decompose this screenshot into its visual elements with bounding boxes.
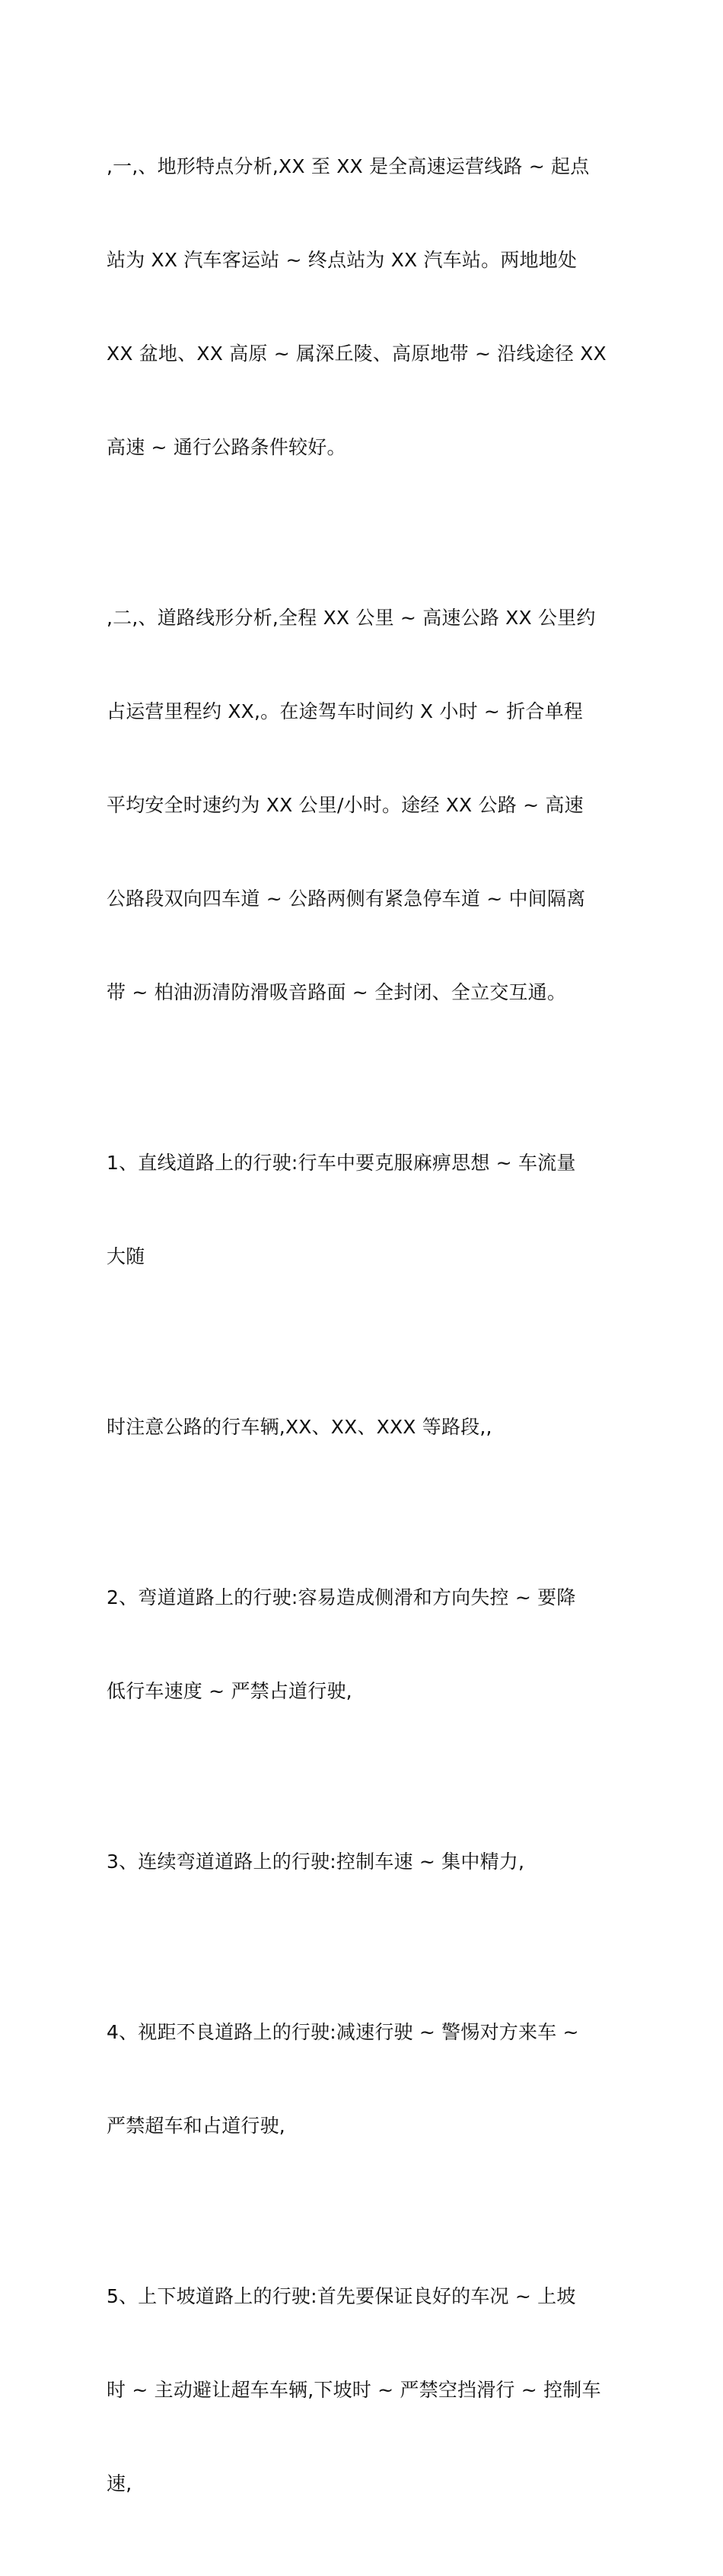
text-line: 时注意公路的行车辆,XX、XX、XXX 等路段,,	[107, 1416, 492, 1438]
document-body	[107, 88, 615, 2576]
text-line: ,一,、地形特点分析,XX 至 XX 是全高速运营线路 ~ 起点	[107, 155, 590, 177]
text-line: 大随	[107, 1245, 145, 1267]
paragraph-terrain-analysis	[107, 88, 615, 525]
text-line: 1、直线道路上的行驶:行车中要克服麻痹思想 ~ 车流量	[107, 1152, 576, 1174]
text-line: 带 ~ 柏油沥清防滑吸音路面 ~ 全封闭、全立交互通。	[107, 981, 567, 1003]
paragraph-item-1	[107, 1085, 615, 1334]
text-line: 速,	[107, 2472, 132, 2495]
text-line: 5、上下坡道路上的行驶:首先要保证良好的车况 ~ 上坡	[107, 2285, 576, 2307]
paragraph-item-4	[107, 1954, 615, 2204]
text-line: 严禁超车和占道行驶,	[107, 2115, 285, 2137]
text-line: 时 ~ 主动避让超车车辆,下坡时 ~ 严禁空挡滑行 ~ 控制车	[107, 2379, 601, 2401]
text-line: 平均安全时速约为 XX 公里/小时。途经 XX 公路 ~ 高速	[107, 794, 584, 816]
text-line: 占运营里程约 XX,。在途驾车时间约 X 小时 ~ 折合单程	[107, 700, 584, 722]
paragraph-item-5	[107, 2218, 615, 2562]
text-line: 高速 ~ 通行公路条件较好。	[107, 436, 346, 458]
paragraph-item-1-continued	[107, 1349, 615, 1505]
text-line: 公路段双向四车道 ~ 公路两侧有紧急停车道 ~ 中间隔离	[107, 888, 586, 910]
text-line: 4、视距不良道路上的行驶:减速行驶 ~ 警惕对方来车 ~	[107, 2021, 579, 2043]
text-line: 3、连续弯道道路上的行驶:控制车速 ~ 集中精力,	[107, 1851, 525, 1873]
text-line: 站为 XX 汽车客运站 ~ 终点站为 XX 汽车站。两地地处	[107, 249, 578, 271]
text-line: XX 盆地、XX 高原 ~ 属深丘陵、高原地带 ~ 沿线途径 XX	[107, 343, 607, 365]
text-line: 2、弯道道路上的行驶:容易造成侧滑和方向失控 ~ 要降	[107, 1586, 576, 1608]
paragraph-road-alignment-analysis	[107, 540, 615, 1070]
paragraph-item-2	[107, 1519, 615, 1769]
text-line: 低行车速度 ~ 严禁占道行驶,	[107, 1680, 352, 1702]
text-line: ,二,、道路线形分析,全程 XX 公里 ~ 高速公路 XX 公里约	[107, 607, 596, 629]
paragraph-item-3	[107, 1784, 615, 1940]
